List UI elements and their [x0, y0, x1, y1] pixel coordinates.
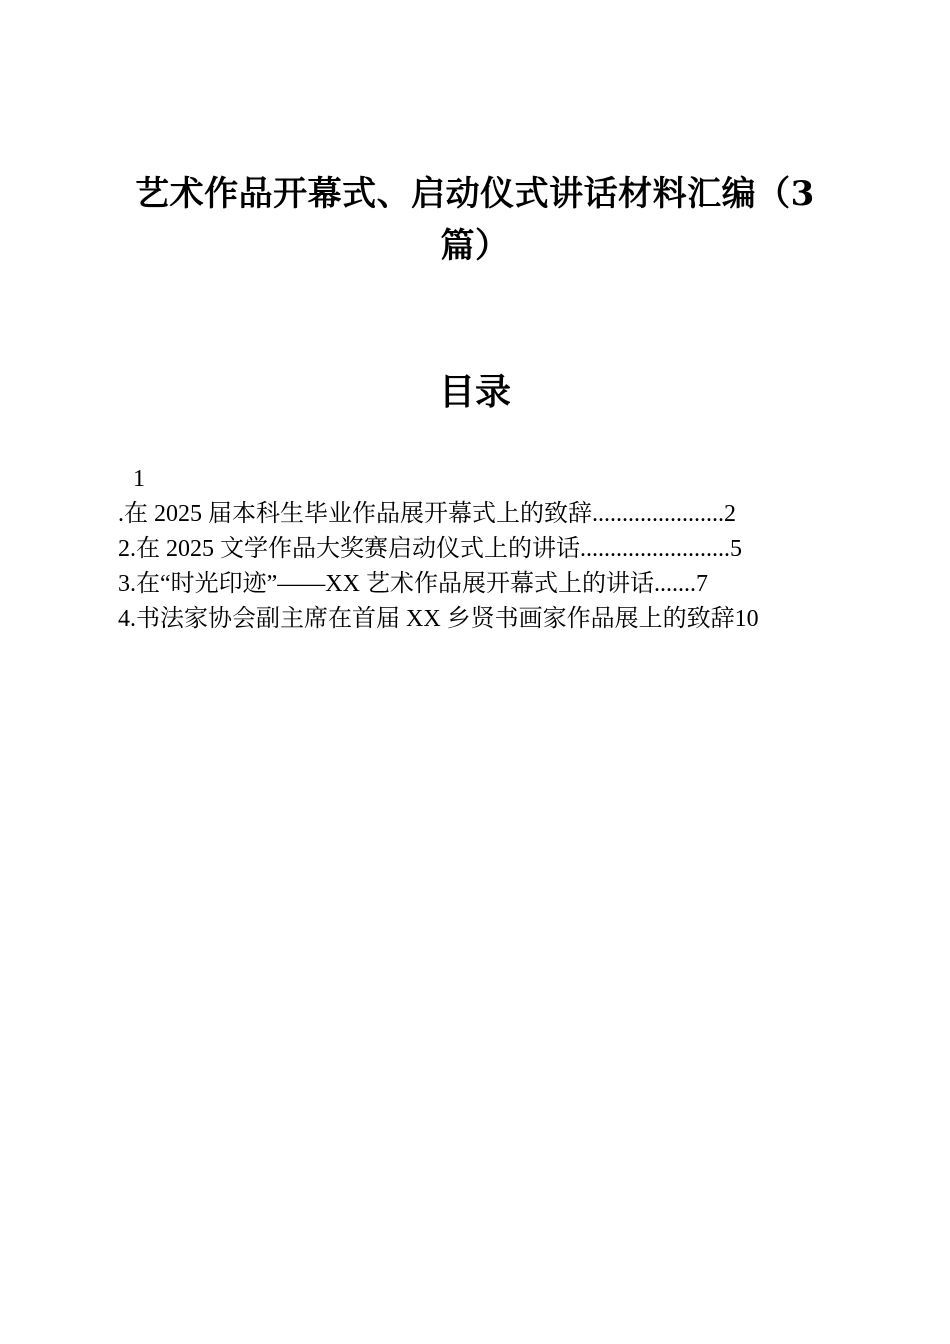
toc-first-number: 1 [133, 466, 145, 492]
toc-entry-1[interactable]: .在 2025 届本科生毕业作品展开幕式上的致辞......................2 [118, 501, 736, 527]
toc-heading: 目录 [438, 371, 511, 413]
toc-entry-4[interactable]: 4.书法家协会副主席在首届 XX 乡贤书画家作品展上的致辞10 [118, 606, 759, 632]
toc-entry-3[interactable]: 3.在“时光印迹”——XX 艺术作品展开幕式上的讲话.......7 [118, 571, 708, 597]
toc-entry-2[interactable]: 2.在 2025 文学作品大奖赛启动仪式上的讲话.........................5 [118, 536, 742, 562]
document-title-line-2: 篇） [440, 226, 510, 266]
document-title-line-1: 艺术作品开幕式、启动仪式讲话材料汇编（3 [135, 174, 815, 214]
table-of-contents [118, 462, 818, 637]
document-title [100, 168, 850, 272]
